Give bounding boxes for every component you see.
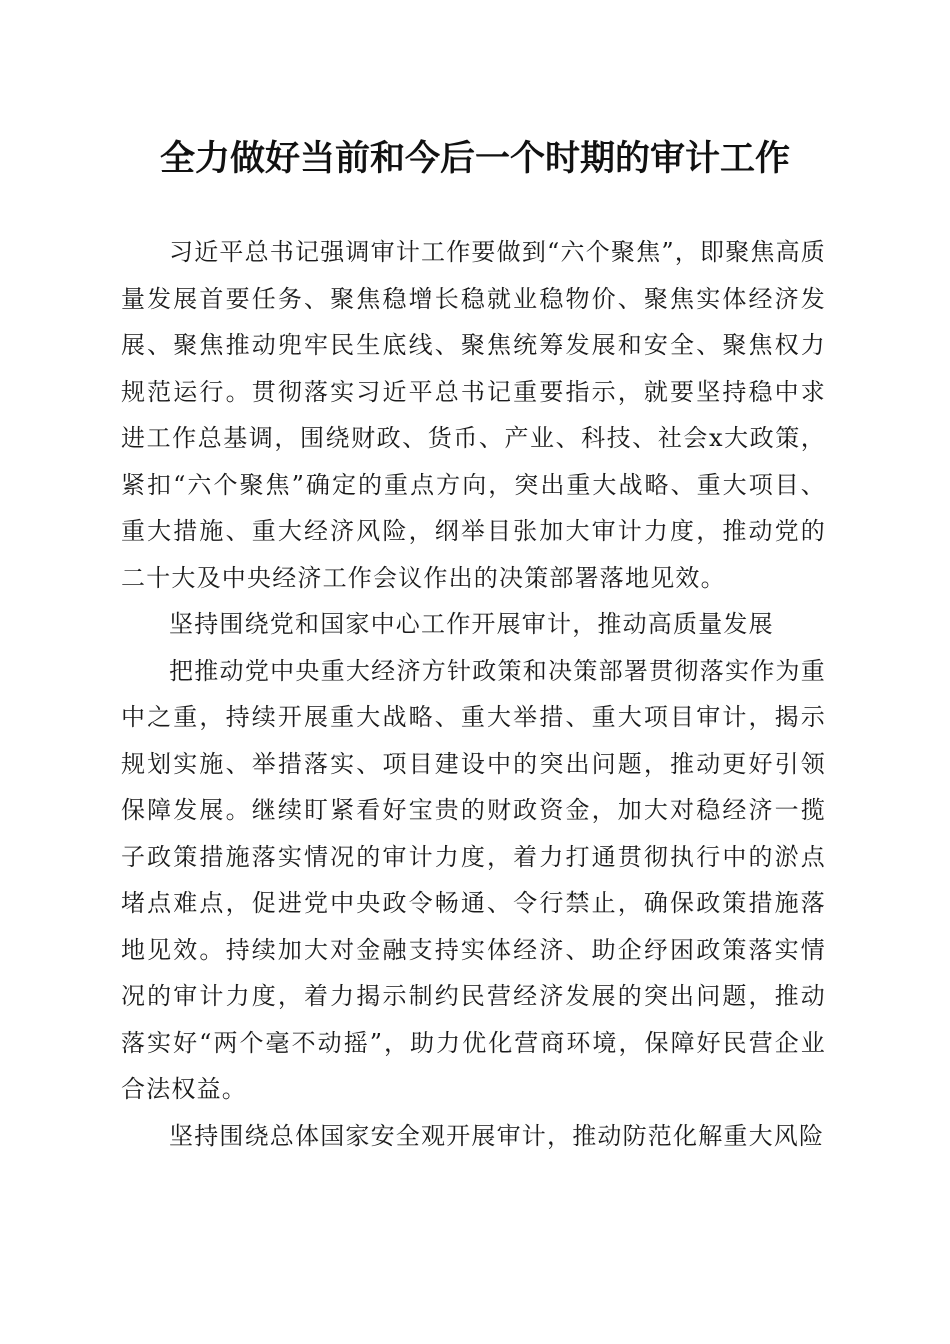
- paragraph-intro: 习近平总书记强调审计工作要做到“六个聚焦”，即聚焦高质量发展首要任务、聚焦稳增长稳就业稳物价、聚焦实体经济发展、聚焦推动兜牢民生底线、聚焦统筹发展和安全、聚焦权力规范运行。贯彻落实习近平总书记重要指示，就要坚持稳中求进工作总基调，围绕财政、货币、产业、科技、社会x大政策，紧扣“六个聚焦”确定的重点方向，突出重大战略、重大项目、重大措施、重大经济风险，纲举目张加大审计力度，推动党的二十大及中央经济工作会议作出的决策部署落地见效。: [121, 238, 826, 592]
- section-heading-1: 坚持围绕党和国家中心工作开展审计，推动高质量发展: [169, 610, 774, 638]
- section-heading-2: 坚持围绕总体国家安全观开展审计，推动防范化解重大风险: [169, 1121, 825, 1150]
- paragraph-section-1: 把推动党中央重大经济方针政策和决策部署贯彻落实作为重中之重，持续开展重大战略、重大举措、重大项目审计，揭示规划实施、举措落实、项目建设中的突出问题，推动更好引领保障发展。继续盯紧看好宝贵的财政资金，加大对稳经济一揽子政策措施落实情况的审计力度，着力打通贯彻执行中的淤点堵点难点，促进党中央政令畅通、令行禁止，确保政策措施落地见效。持续加大对金融支持实体经济、助企纾困政策落实情况的审计力度，着力揭示制约民营经济发展的突出问题，推动落实好“两个毫不动摇”，助力优化营商环境，保障好民营企业合法权益。: [121, 656, 826, 1103]
- document-body: [121, 229, 826, 1159]
- document-title: 全力做好当前和今后一个时期的审计工作: [159, 138, 790, 179]
